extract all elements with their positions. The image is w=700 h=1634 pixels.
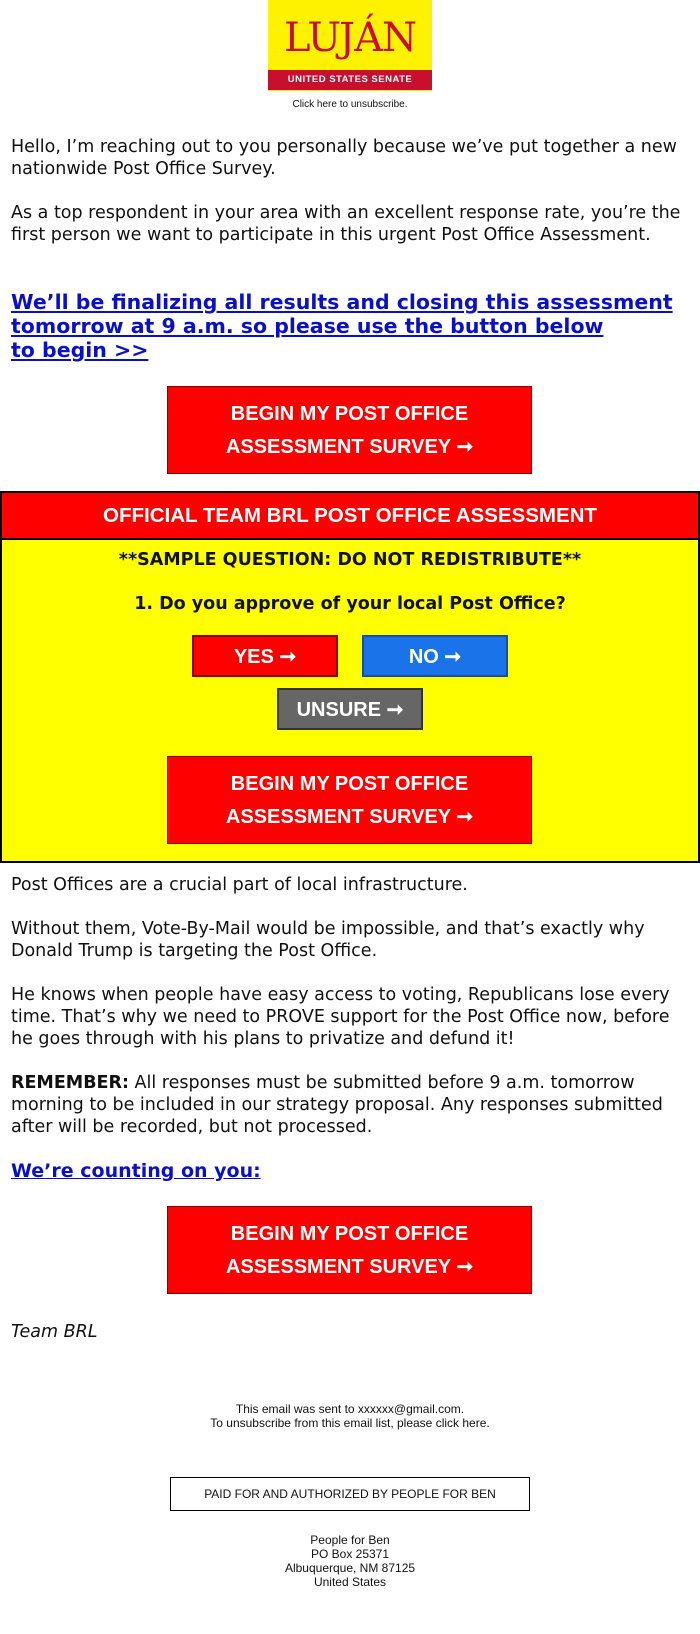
body-paragraph-2: Without them, Vote-By-Mail would be impossible, and that’s exactly why Donald Trump is targeting the Post Office.: [11, 919, 645, 961]
address-po-box: PO Box 25371: [310, 1547, 390, 1561]
address-name: People for Ben: [310, 1533, 390, 1547]
sent-to-text: This email was sent to xxxxxx@gmail.com.: [235, 1402, 465, 1416]
unsubscribe-top-link[interactable]: Click here to unsubscribe.: [292, 99, 408, 110]
begin-survey-button-top[interactable]: [167, 386, 532, 474]
survey-header: OFFICIAL TEAM BRL POST OFFICE ASSESSMENT: [2, 493, 698, 540]
remember-paragraph: [11, 1072, 691, 1138]
address-city: Albuquerque, NM 87125: [284, 1561, 416, 1575]
unsubscribe-footer-link[interactable]: To unsubscribe from this email list, please click here.: [210, 1416, 490, 1430]
intro-paragraph-1: Hello, I’m reaching out to you personally because we’ve put together a new nationwide Post Office Survey.: [11, 137, 677, 179]
deadline-link-line-1[interactable]: We’ll be finalizing all results and closing this assessment: [11, 290, 673, 314]
deadline-link-line-2[interactable]: tomorrow at 9 a.m. so please use the button below: [11, 314, 604, 338]
lujan-senate-logo[interactable]: [268, 0, 432, 91]
cta-line-1: BEGIN MY POST OFFICE: [230, 1223, 469, 1245]
remember-label: REMEMBER:: [11, 1073, 129, 1093]
begin-survey-button-middle[interactable]: [167, 756, 532, 844]
remember-text: All responses must be submitted before 9 a.m. tomorrow morning to be included in our strategy proposal. Any responses submitted after will be recorded, but not processed.: [11, 1073, 663, 1137]
signature: Team BRL: [11, 1322, 98, 1342]
body-paragraph-1: Post Offices are a crucial part of local infrastructure.: [11, 875, 468, 895]
cta-line-2: ASSESSMENT SURVEY ➞: [225, 806, 474, 828]
no-button[interactable]: NO ➞: [362, 635, 508, 677]
body-paragraph-3: He knows when people have easy access to voting, Republicans lose every time. That’s why we need to PROVE support for the Post Office now, before he goes through with his plans to privatize and defund it!: [11, 985, 670, 1049]
counting-on-you-link[interactable]: We’re counting on you:: [11, 1160, 261, 1182]
logo-subtitle: UNITED STATES SENATE: [268, 70, 432, 90]
begin-survey-button-bottom[interactable]: [167, 1206, 532, 1294]
survey-question: 1. Do you approve of your local Post Office?: [134, 594, 566, 614]
cta-line-2: ASSESSMENT SURVEY ➞: [225, 1256, 474, 1278]
logo-name: LUJÁN: [284, 15, 416, 61]
intro-paragraph-2: As a top respondent in your area with an excellent response rate, you’re the first person we want to participate in this urgent Post Office Assessment.: [11, 203, 681, 245]
unsure-button[interactable]: UNSURE ➞: [277, 688, 423, 730]
sample-question-note: **SAMPLE QUESTION: DO NOT REDISTRIBUTE**: [118, 550, 582, 570]
address-country: United States: [313, 1575, 387, 1589]
deadline-link-line-3[interactable]: to begin >>: [11, 338, 149, 362]
cta-line-2: ASSESSMENT SURVEY ➞: [225, 436, 474, 458]
yes-button[interactable]: YES ➞: [192, 635, 338, 677]
cta-line-1: BEGIN MY POST OFFICE: [230, 403, 469, 425]
cta-line-1: BEGIN MY POST OFFICE: [230, 773, 469, 795]
deadline-link[interactable]: [11, 290, 691, 362]
paid-for-box: PAID FOR AND AUTHORIZED BY PEOPLE FOR BEN: [170, 1477, 530, 1511]
survey-box: [0, 491, 700, 863]
